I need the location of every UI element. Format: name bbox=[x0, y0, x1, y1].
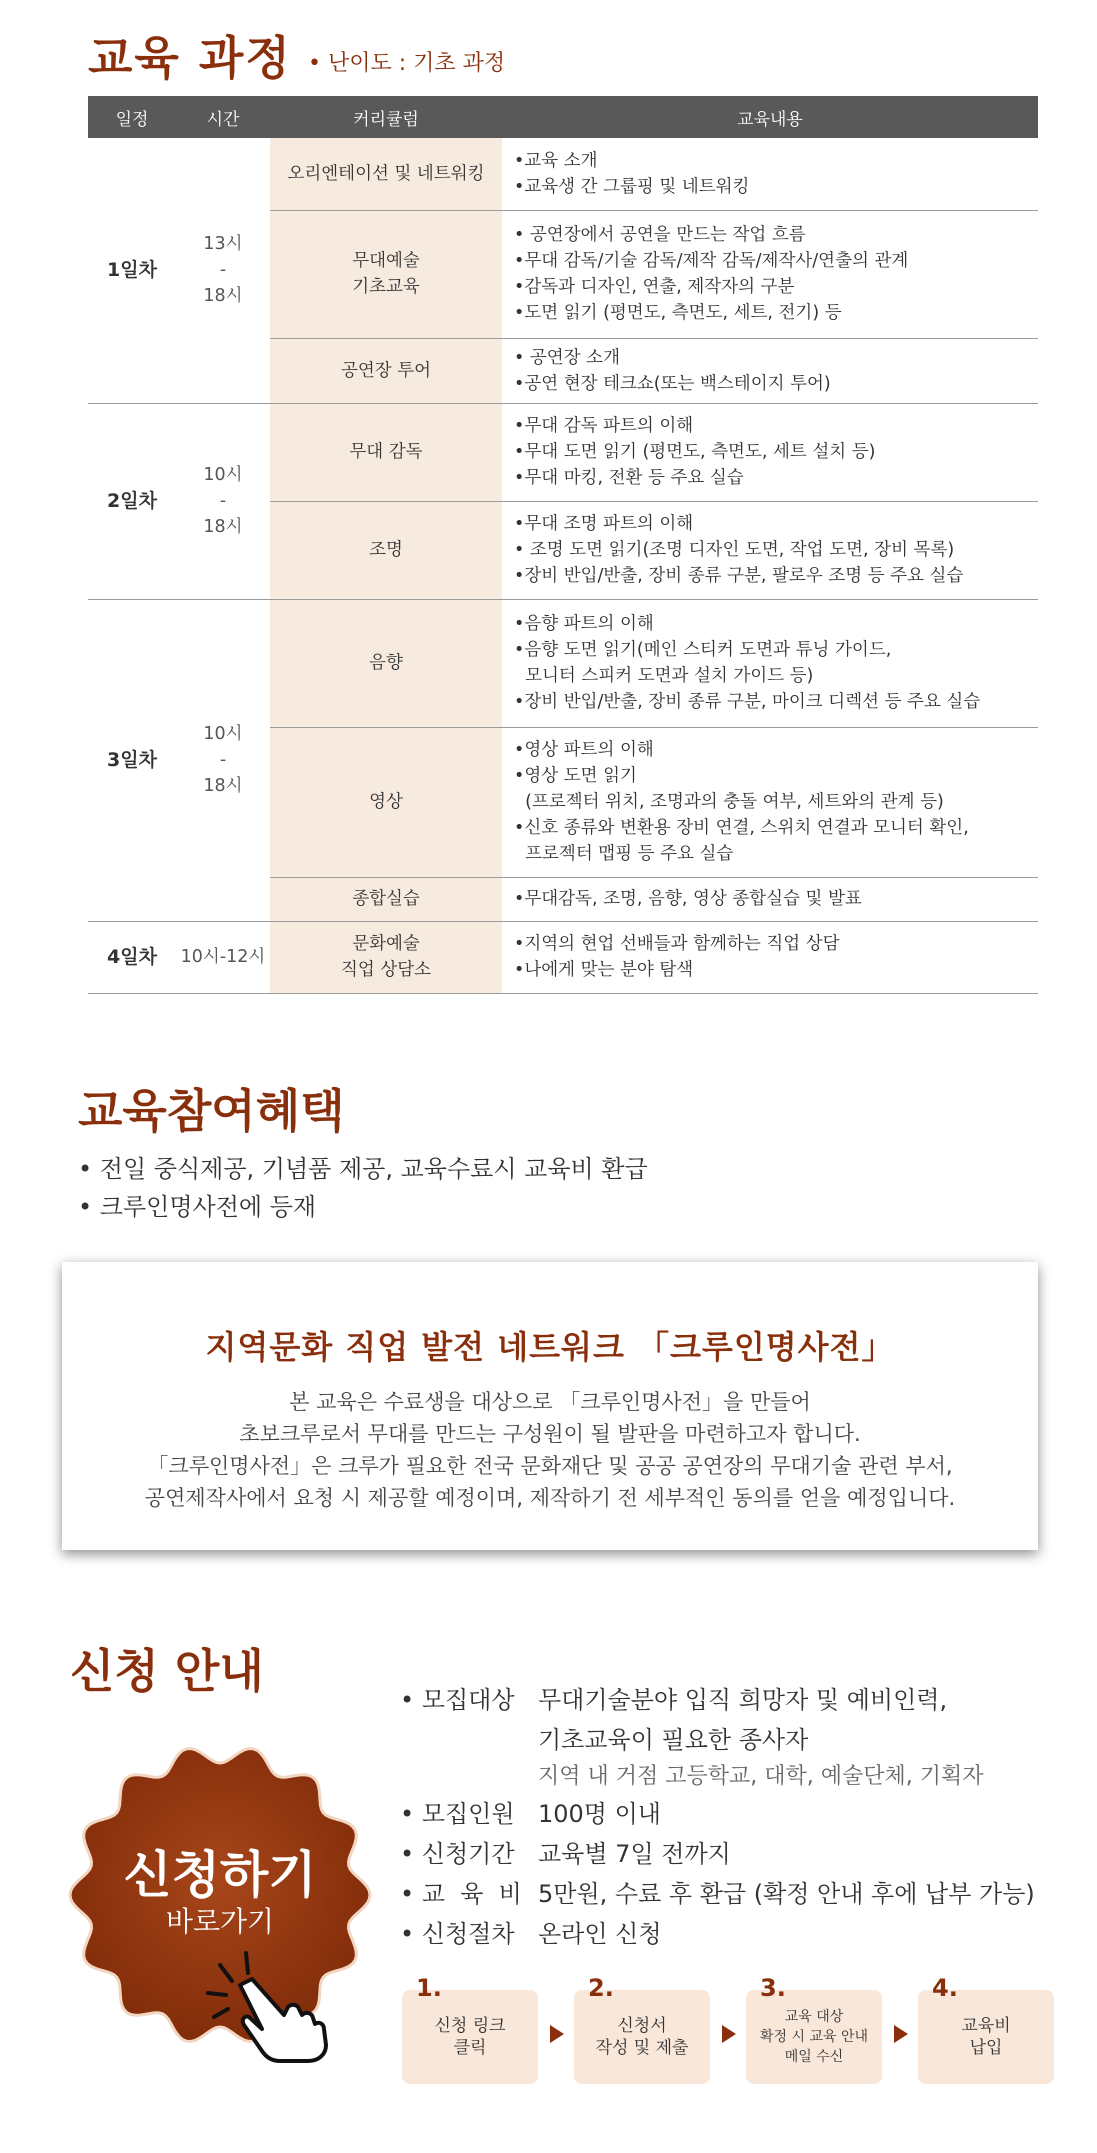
content-line: •나에게 맞는 분야 탐색 bbox=[514, 960, 694, 980]
content-line: •무대 마킹, 전환 등 주요 실습 bbox=[514, 468, 744, 488]
content-line: •무대 조명 파트의 이해 bbox=[514, 514, 694, 534]
table-row bbox=[88, 921, 1038, 993]
day-cell: 2일차 bbox=[88, 403, 176, 599]
content-line: 프로젝터 맵핑 등 주요 실습 bbox=[514, 844, 734, 864]
content-line: •무대 도면 읽기 (평면도, 측면도, 세트 설치 등) bbox=[514, 442, 876, 462]
benefits-list bbox=[78, 1150, 648, 1226]
curriculum-cell bbox=[270, 210, 502, 338]
table-row bbox=[88, 403, 1038, 501]
content-line: •도면 읽기 (평면도, 측면도, 세트, 전기) 등 bbox=[514, 303, 842, 323]
content-line: •무대 감독 파트의 이해 bbox=[514, 416, 694, 436]
content-cell bbox=[502, 501, 1038, 599]
day-cell: 3일차 bbox=[88, 599, 176, 921]
content-line: 모니터 스피커 도면과 설치 가이드 등) bbox=[514, 666, 814, 686]
curriculum-line: 무대예술 bbox=[352, 251, 420, 271]
content-cell bbox=[502, 727, 1038, 877]
curriculum-line: 문화예술 bbox=[352, 934, 420, 954]
table-row bbox=[88, 138, 1038, 210]
curriculum-line: 음향 bbox=[369, 653, 403, 673]
info-row-period bbox=[400, 1834, 1035, 1874]
info-value-line: 무대기술분야 입직 희망자 및 예비인력, bbox=[538, 1686, 948, 1714]
application-title: 신청 안내 bbox=[70, 1644, 264, 1698]
step-3 bbox=[746, 1974, 882, 2084]
info-value bbox=[538, 1680, 983, 1794]
step-line: 신청서 bbox=[617, 2016, 667, 2036]
time-line: 10시 bbox=[203, 465, 243, 485]
time-line: - bbox=[219, 260, 227, 281]
content-cell bbox=[502, 210, 1038, 338]
info-value: 교육별 7일 전까지 bbox=[538, 1840, 731, 1868]
time-cell bbox=[176, 138, 270, 403]
curriculum-line: 기초교육 bbox=[352, 277, 420, 297]
curriculum-line: 종합실습 bbox=[352, 889, 420, 909]
pointer-hand-icon bbox=[200, 1945, 330, 2065]
time-line: - bbox=[219, 750, 227, 770]
apply-button-sublabel[interactable]: 바로가기 bbox=[165, 1905, 275, 1938]
content-line: •감독과 디자인, 연출, 제작자의 구분 bbox=[514, 277, 795, 297]
curriculum-cell bbox=[270, 501, 502, 599]
content-cell bbox=[502, 403, 1038, 501]
curriculum-line: 영상 bbox=[369, 792, 403, 812]
curriculum-line: 직업 상담소 bbox=[340, 960, 432, 980]
info-row-capacity bbox=[400, 1794, 1035, 1834]
info-label: • 교 육 비 bbox=[400, 1880, 522, 1908]
crew-directory-callout bbox=[62, 1262, 1038, 1550]
callout-line: 초보크루로서 무대를 만드는 구성원이 될 발판을 마련하고자 합니다. bbox=[239, 1422, 861, 1446]
content-cell bbox=[502, 877, 1038, 921]
content-line: •음향 파트의 이해 bbox=[514, 614, 654, 634]
arrow-right-icon bbox=[894, 2025, 908, 2043]
callout-line: 본 교육은 수료생을 대상으로 「크루인명사전」을 만들어 bbox=[289, 1390, 811, 1414]
content-cell bbox=[502, 138, 1038, 210]
info-label: • 신청절차 bbox=[400, 1920, 515, 1948]
content-line: •교육생 간 그룹핑 및 네트워킹 bbox=[514, 176, 750, 197]
time-line: 10시 bbox=[203, 724, 243, 744]
benefit-item: • 전일 중식제공, 기념품 제공, 교육수료시 교육비 환급 bbox=[78, 1155, 648, 1183]
curriculum-cell bbox=[270, 877, 502, 921]
step-line: 교육 대상 bbox=[784, 2009, 844, 2025]
time-line: - bbox=[219, 491, 227, 511]
content-line: (프로젝터 위치, 조명과의 충돌 여부, 세트와의 관계 등) bbox=[514, 792, 944, 812]
step-2 bbox=[574, 1974, 710, 2084]
info-row-procedure bbox=[400, 1914, 1035, 1954]
curriculum-cell bbox=[270, 921, 502, 993]
content-line: •공연 현장 테크쇼(또는 백스테이지 투어) bbox=[514, 373, 831, 394]
curriculum-cell bbox=[270, 338, 502, 403]
content-line: •교육 소개 bbox=[514, 150, 598, 171]
content-line: •장비 반입/반출, 장비 종류 구분, 마이크 디렉션 등 주요 실습 bbox=[514, 692, 981, 712]
curriculum-line: 공연장 투어 bbox=[340, 360, 432, 381]
time-line: 18시 bbox=[203, 517, 243, 537]
step-text bbox=[574, 2015, 710, 2059]
callout-body bbox=[62, 1386, 1038, 1514]
time-line: 18시 bbox=[203, 776, 243, 796]
info-value: 100명 이내 bbox=[538, 1800, 661, 1828]
time-cell bbox=[176, 921, 270, 993]
step-text bbox=[746, 2007, 882, 2067]
curriculum-cell bbox=[270, 138, 502, 210]
content-line: • 공연장에서 공연을 만드는 작업 흐름 bbox=[514, 225, 806, 245]
content-line: •장비 반입/반출, 장비 종류 구분, 팔로우 조명 등 주요 실습 bbox=[514, 566, 964, 586]
curriculum-title: 교육 과정 bbox=[88, 31, 292, 85]
step-1 bbox=[402, 1974, 538, 2084]
content-line: • 공연장 소개 bbox=[514, 347, 620, 368]
step-number: 3. bbox=[760, 1974, 786, 2002]
time-cell bbox=[176, 403, 270, 599]
benefit-item: • 크루인명사전에 등재 bbox=[78, 1193, 317, 1221]
content-cell bbox=[502, 338, 1038, 403]
content-line: •신호 종류와 변환용 장비 연결, 스위치 연결과 모니터 확인, bbox=[514, 818, 969, 838]
content-line: •무대감독, 조명, 음향, 영상 종합실습 및 발표 bbox=[514, 889, 862, 909]
time-line: 18시 bbox=[203, 286, 243, 307]
callout-title: 지역문화 직업 발전 네트워크 「크루인명사전」 bbox=[205, 1328, 895, 1366]
callout-line: 「크루인명사전」은 크루가 필요한 전국 문화재단 및 공공 공연장의 무대기술 관련 부서, bbox=[147, 1454, 953, 1478]
info-subtext: 지역 내 거점 고등학교, 대학, 예술단체, 기획자 bbox=[538, 1764, 984, 1789]
header-time: 시간 bbox=[176, 96, 270, 138]
step-text bbox=[402, 2015, 538, 2059]
info-value: 온라인 신청 bbox=[538, 1920, 662, 1948]
application-info bbox=[400, 1680, 1035, 1954]
curriculum-line: 오리엔테이션 및 네트워킹 bbox=[287, 163, 485, 184]
info-value-line: 기초교육이 필요한 종사자 bbox=[538, 1726, 809, 1754]
step-number: 2. bbox=[588, 1974, 614, 2002]
step-line: 납입 bbox=[969, 2038, 1003, 2058]
curriculum-line: 조명 bbox=[369, 540, 403, 560]
content-line: •영상 도면 읽기 bbox=[514, 766, 637, 786]
step-line: 작성 및 제출 bbox=[595, 2038, 689, 2058]
info-row-fee bbox=[400, 1874, 1035, 1914]
content-cell bbox=[502, 599, 1038, 727]
curriculum-cell bbox=[270, 727, 502, 877]
apply-button-label[interactable]: 신청하기 bbox=[123, 1846, 317, 1904]
content-cell bbox=[502, 921, 1038, 993]
content-line: • 조명 도면 읽기(조명 디자인 도면, 작업 도면, 장비 목록) bbox=[514, 540, 955, 560]
step-number: 4. bbox=[932, 1974, 958, 2002]
info-value: 5만원, 수료 후 환급 (확정 안내 후에 납부 가능) bbox=[538, 1880, 1035, 1908]
time-line: 13시 bbox=[203, 234, 243, 255]
step-line: 확정 시 교육 안내 bbox=[759, 2029, 869, 2045]
time-cell bbox=[176, 599, 270, 921]
step-line: 교육비 bbox=[961, 2016, 1011, 2036]
info-label: • 신청기간 bbox=[400, 1840, 515, 1868]
step-text bbox=[918, 2015, 1054, 2059]
callout-line: 공연제작사에서 요청 시 제공할 예정이며, 제작하기 전 세부적인 동의를 얻을 예정입니다. bbox=[144, 1486, 956, 1510]
curriculum-cell bbox=[270, 599, 502, 727]
step-line: 메일 수신 bbox=[784, 2049, 844, 2065]
content-line: •지역의 현업 선배들과 함께하는 직업 상담 bbox=[514, 934, 840, 954]
arrow-right-icon bbox=[722, 2025, 736, 2043]
step-4 bbox=[918, 1974, 1054, 2084]
info-label: • 모집대상 bbox=[400, 1686, 515, 1714]
table-row bbox=[88, 599, 1038, 727]
info-row-target bbox=[400, 1680, 1035, 1794]
curriculum-table bbox=[88, 96, 1038, 994]
content-line: •음향 도면 읽기(메인 스티커 도면과 튜닝 가이드, bbox=[514, 640, 892, 660]
header-curriculum: 커리큘럼 bbox=[270, 96, 502, 138]
time-line: 10시-12시 bbox=[180, 947, 266, 967]
difficulty-label: • 난이도 : 기초 과정 bbox=[308, 51, 506, 76]
day-cell: 4일차 bbox=[88, 921, 176, 993]
content-line: •무대 감독/기술 감독/제작 감독/제작사/연출의 관계 bbox=[514, 251, 909, 271]
day-cell: 1일차 bbox=[88, 138, 176, 403]
content-line: •영상 파트의 이해 bbox=[514, 740, 654, 760]
arrow-right-icon bbox=[550, 2025, 564, 2043]
table-header-row bbox=[88, 96, 1038, 138]
benefits-title: 교육참여혜택 bbox=[78, 1084, 345, 1138]
step-number: 1. bbox=[416, 1974, 442, 2002]
curriculum-cell bbox=[270, 403, 502, 501]
header-schedule: 일정 bbox=[88, 96, 176, 138]
curriculum-line: 무대 감독 bbox=[349, 442, 423, 462]
header-content: 교육내용 bbox=[502, 96, 1038, 138]
step-line: 클릭 bbox=[453, 2038, 487, 2058]
step-line: 신청 링크 bbox=[434, 2016, 506, 2036]
info-label: • 모집인원 bbox=[400, 1800, 515, 1828]
